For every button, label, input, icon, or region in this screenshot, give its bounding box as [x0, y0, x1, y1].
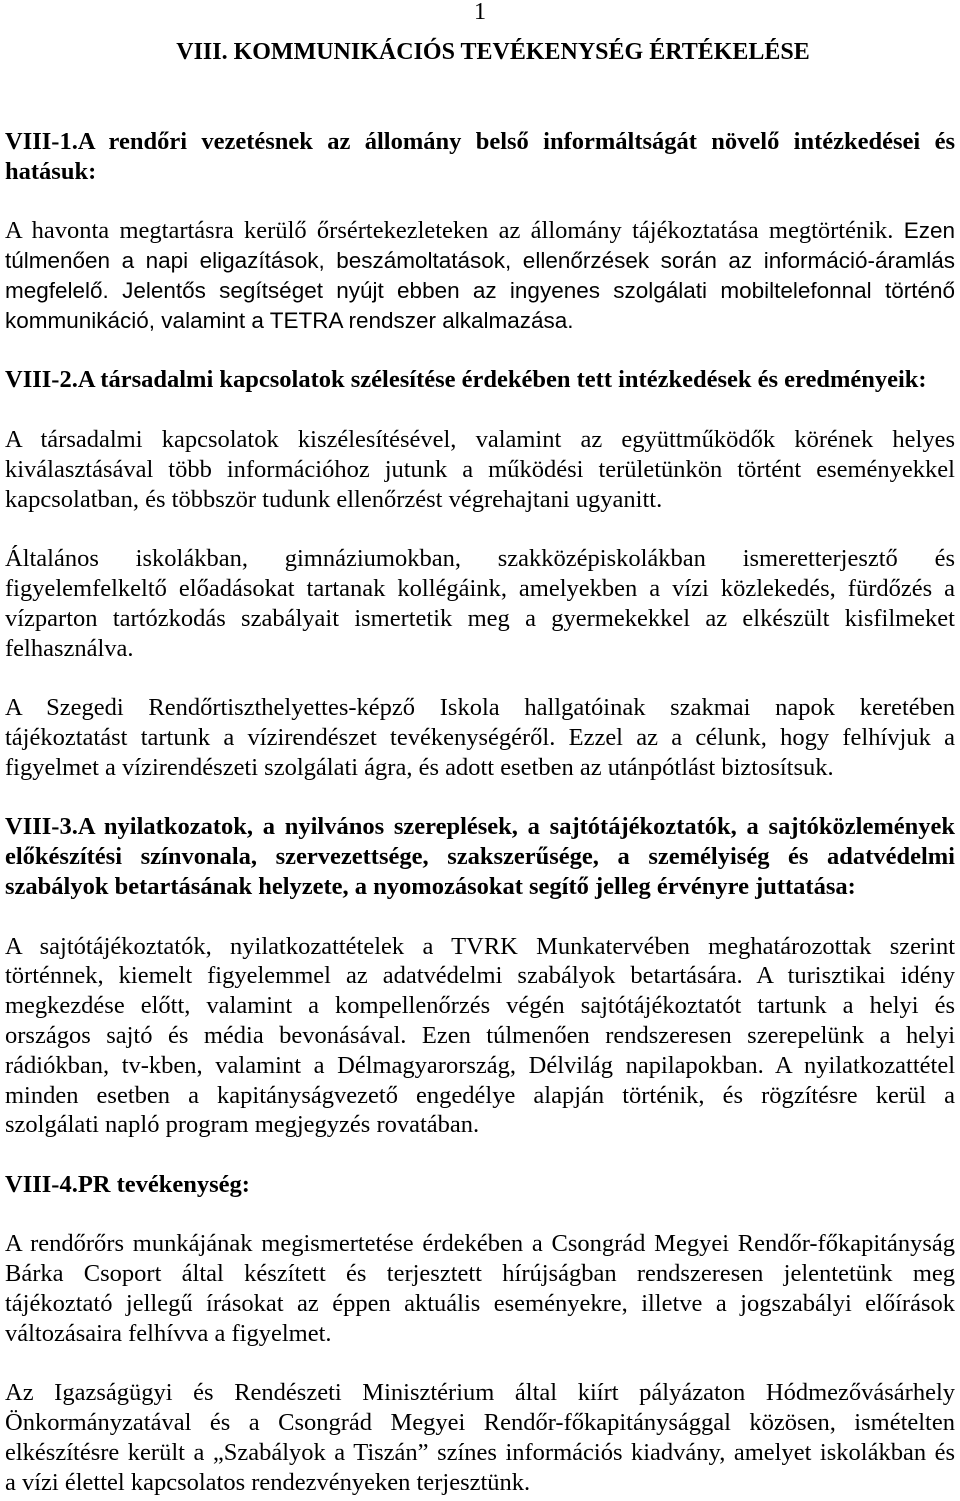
chapter-title: VIII. KOMMUNIKÁCIÓS TEVÉKENYSÉG ÉRTÉKELÉSE [176, 39, 810, 65]
paragraph [5, 425, 955, 514]
paragraph-line: figyelemfelkeltő előadásokat tartanak kollégáink, amelyekben a vízi közlekedés, fürdőzés a [5, 574, 955, 602]
heading-line: VIII-2.A társadalmi kapcsolatok szélesítése érdekében tett intézkedések és eredményeik: [5, 366, 927, 394]
section-heading [5, 1170, 955, 1200]
paragraph-line: felhasználva. [5, 634, 134, 662]
paragraph [5, 693, 955, 782]
paragraph-line: Bárka Csoport által készített és terjesztett hírújságban rendszeresen jelentetünk meg [5, 1260, 955, 1288]
paragraph-line: tájékoztatást tartunk a vízirendészet tevékenységéről. Ezzel az a célunk, hogy felhívjuk a [5, 723, 955, 751]
paragraph-text-serif: A havonta megtartásra kerülő őrsértekezleteken az állomány tájékoztatása megtörténik. [5, 217, 894, 245]
paragraph-line: minden esetben a kapitányságvezető engedélye alapján történik, és rögzítésre kerül a [5, 1081, 955, 1109]
paragraph-line: szolgálati napló program megjegyzés rovatában. [5, 1111, 480, 1139]
heading-line: szabályok betartásának helyzete, a nyomozásokat segítő jelleg érvényre juttatása: [5, 872, 856, 900]
paragraph-line: A rendőrőrs munkájának megismertetése érdekében a Csongrád Megyei Rendőr-főkapitányság [5, 1230, 955, 1258]
paragraph-line: országos sajtó és média bevonásával. Ezen túlmenően rendszeresen szerepelünk a helyi [5, 1021, 955, 1049]
paragraph-line: kapcsolatban, és többször tudunk ellenőrzést végrehajtani ugyanitt. [5, 485, 663, 513]
page-number: 1 [473, 0, 487, 25]
paragraph-line: a vízi élettel kapcsolatos rendezvényeken terjesztünk. [5, 1468, 531, 1496]
heading-line: VIII-4.PR tevékenység: [5, 1170, 250, 1198]
paragraph-line: megkezdése előtt, valamint a kompellenőrzés végén sajtótájékoztatót tartunk a helyi és [5, 992, 955, 1020]
paragraph [5, 932, 955, 1141]
paragraph-line: rádiókban, tv-kben, valamint a Délmagyarország, Délvilág napilapokban. A nyilatkozattétel [5, 1051, 955, 1079]
paragraph [5, 544, 955, 663]
paragraph-line: túlmenően a napi eligazítások, beszámoltatások, ellenőrzések során az információ-áramlás [5, 248, 955, 274]
heading-line: VIII-3.A nyilatkozatok, a nyilvános szereplések, a sajtótájékoztatók, a sajtóközlemények [5, 813, 955, 841]
paragraph-line: változásaira felhívva a figyelmet. [5, 1319, 332, 1347]
paragraph-text-sans: Ezen [903, 218, 955, 244]
paragraph-line: kommunikáció, valamint a TETRA rendszer alkalmazása. [5, 307, 574, 333]
document-body [5, 127, 955, 1498]
heading-line: előkészítési színvonala, szervezettsége, szakszerűsége, a személyiség és adatvédelmi [5, 843, 955, 871]
paragraph-line: Az Igazságügyi és Rendészeti Minisztérium által kiírt pályázaton Hódmezővásárhely [5, 1379, 955, 1407]
paragraph-line: Önkormányzatával és a Csongrád Megyei Rendőr-főkapitánysággal közösen, ismételten [5, 1409, 955, 1437]
paragraph-line: megfelelő. Jelentős segítséget nyújt ebben az ingyenes szolgálati mobiltelefonnal történő [5, 277, 955, 303]
paragraph-line: történnek, kiemelt figyelemmel az adatvédelmi szabályok betartására. A turisztikai idény [5, 962, 955, 990]
paragraph-line: figyelmet a vízirendészeti szolgálati ágra, és adott esetben az utánpótlást biztosítsuk. [5, 753, 834, 781]
paragraph-line [5, 216, 955, 246]
heading-line: VIII-1.A rendőri vezetésnek az állomány belső informáltságát növelő intézkedései és [5, 128, 955, 155]
paragraph-line: A Szegedi Rendőrtiszthelyettes-képző Iskola hallgatóinak szakmai napok keretében [5, 694, 955, 722]
paragraph-line: vízparton tartózkodás szabályait ismertetik meg a gyermekekkel az elkészült kisfilmeket [5, 604, 955, 632]
paragraph [5, 216, 955, 335]
paragraph-line: kiválasztásával több információhoz jutunk a működési területünkön történt eseményekkel [5, 455, 955, 483]
paragraph-line: A társadalmi kapcsolatok kiszélesítésével, valamint az együttműködők körének helyes [5, 425, 955, 453]
paragraph-line: tájékoztató jellegű írásokat az éppen aktuális eseményekre, illetve a jogszabályi előírások [5, 1290, 955, 1318]
heading-line: hatásuk: [5, 157, 97, 185]
section-heading [5, 127, 955, 187]
paragraph [5, 1229, 955, 1348]
paragraph-line: Általános iskolákban, gimnáziumokban, szakközépiskolákban ismeretterjesztő és [5, 545, 955, 573]
section-heading [5, 812, 955, 901]
section-heading [5, 365, 955, 395]
paragraph-line: elkészítésre került a „Szabályok a Tiszán” színes információs kiadvány, amelyet iskolákban és [5, 1439, 955, 1467]
paragraph [5, 1378, 955, 1497]
paragraph-line: A sajtótájékoztatók, nyilatkozattételek a TVRK Munkatervében meghatározottak szerint [5, 932, 955, 960]
